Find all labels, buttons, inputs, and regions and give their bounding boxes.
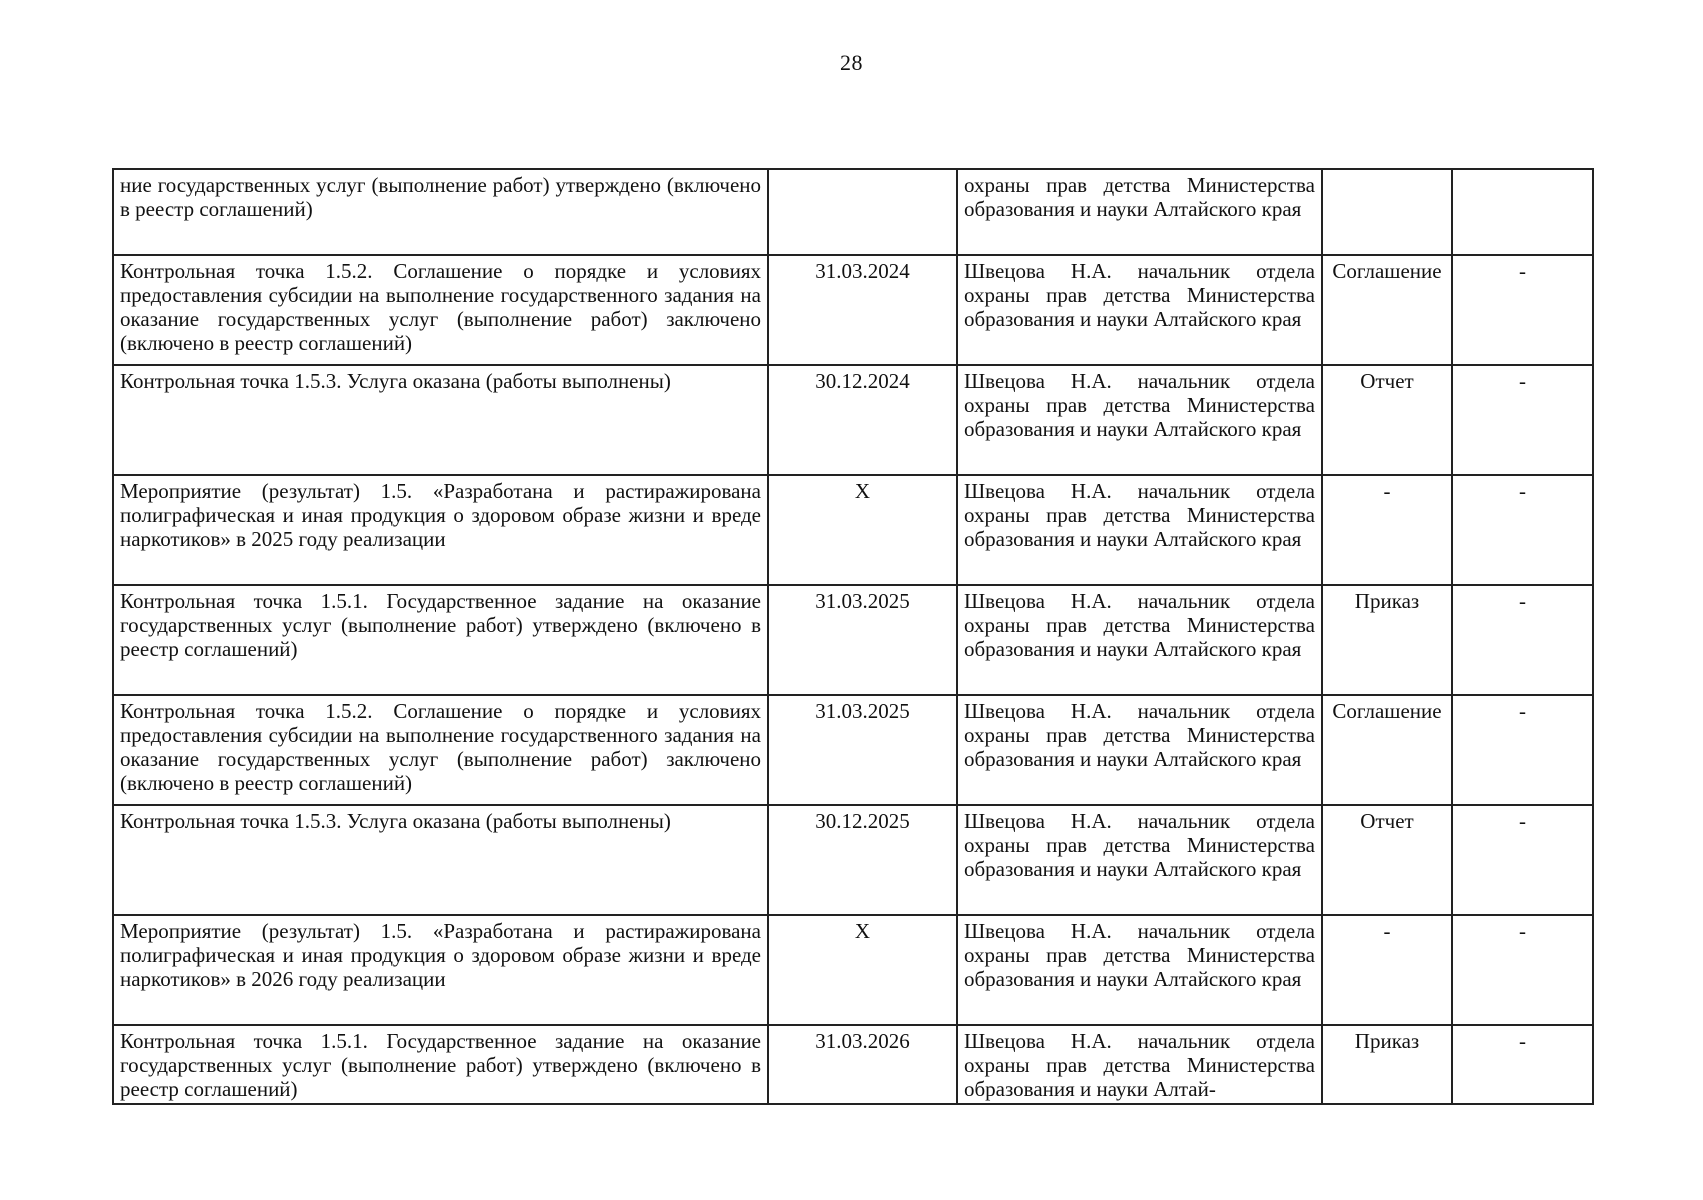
date-cell: 31.03.2025	[768, 695, 957, 805]
description-cell: Контрольная точка 1.5.1. Государственное задание на оказание государственных услуг (выполнение работ) утверждено (включено в реестр соглашений)	[113, 1025, 768, 1104]
description-cell: Контрольная точка 1.5.1. Государственное задание на оказание государственных услуг (выполнение работ) утверждено (включено в реестр соглашений)	[113, 585, 768, 695]
note-cell: -	[1452, 915, 1593, 1025]
table-row	[113, 1025, 1593, 1104]
table-row	[113, 475, 1593, 585]
responsible-cell: Швецова Н.А. начальник отдела охраны прав детства Министерства образования и науки Алтай-	[957, 1025, 1322, 1104]
description-cell: Контрольная точка 1.5.2. Соглашение о порядке и условиях предоставления субсидии на выполнение государственного задания на оказание государственных услуг (выполнение работ) заключено (включено в реестр соглашений)	[113, 695, 768, 805]
responsible-cell: Швецова Н.А. начальник отдела охраны прав детства Министерства образования и науки Алтайского края	[957, 695, 1322, 805]
description-cell: Контрольная точка 1.5.2. Соглашение о порядке и условиях предоставления субсидии на выполнение государственного задания на оказание государственных услуг (выполнение работ) заключено (включено в реестр соглашений)	[113, 255, 768, 365]
table-row	[113, 915, 1593, 1025]
note-cell: -	[1452, 805, 1593, 915]
date-cell: 30.12.2025	[768, 805, 957, 915]
description-cell: ние государственных услуг (выполнение работ) утверждено (включено в реестр соглашений)	[113, 169, 768, 255]
responsible-cell: Швецова Н.А. начальник отдела охраны прав детства Министерства образования и науки Алтайского края	[957, 915, 1322, 1025]
date-cell: 31.03.2025	[768, 585, 957, 695]
document-cell: Отчет	[1322, 365, 1452, 475]
note-cell: -	[1452, 475, 1593, 585]
note-cell: -	[1452, 585, 1593, 695]
responsible-cell: Швецова Н.А. начальник отдела охраны прав детства Министерства образования и науки Алтайского края	[957, 475, 1322, 585]
document-cell: -	[1322, 475, 1452, 585]
note-cell: -	[1452, 695, 1593, 805]
date-cell: 30.12.2024	[768, 365, 957, 475]
table-row	[113, 695, 1593, 805]
date-cell: X	[768, 915, 957, 1025]
document-cell: Приказ	[1322, 585, 1452, 695]
date-cell	[768, 169, 957, 255]
responsible-cell: Швецова Н.А. начальник отдела охраны прав детства Министерства образования и науки Алтайского края	[957, 805, 1322, 915]
note-cell: -	[1452, 365, 1593, 475]
date-cell: X	[768, 475, 957, 585]
table-row	[113, 585, 1593, 695]
responsible-cell: Швецова Н.А. начальник отдела охраны прав детства Министерства образования и науки Алтайского края	[957, 255, 1322, 365]
table-row	[113, 365, 1593, 475]
page-number: 28	[840, 50, 863, 75]
table-row	[113, 255, 1593, 365]
document-cell: Отчет	[1322, 805, 1452, 915]
note-cell	[1452, 169, 1593, 255]
responsible-cell: охраны прав детства Министерства образования и науки Алтайского края	[957, 169, 1322, 255]
document-cell: Приказ	[1322, 1025, 1452, 1104]
description-cell: Мероприятие (результат) 1.5. «Разработана и растиражирована полиграфическая и иная продукция о здоровом образе жизни и вреде наркотиков» в 2025 году реализации	[113, 475, 768, 585]
control-points-table	[112, 168, 1594, 1105]
table-row	[113, 169, 1593, 255]
note-cell: -	[1452, 1025, 1593, 1104]
description-cell: Контрольная точка 1.5.3. Услуга оказана (работы выполнены)	[113, 365, 768, 475]
date-cell: 31.03.2026	[768, 1025, 957, 1104]
responsible-cell: Швецова Н.А. начальник отдела охраны прав детства Министерства образования и науки Алтайского края	[957, 365, 1322, 475]
document-cell: -	[1322, 915, 1452, 1025]
date-cell: 31.03.2024	[768, 255, 957, 365]
description-cell: Мероприятие (результат) 1.5. «Разработана и растиражирована полиграфическая и иная продукция о здоровом образе жизни и вреде наркотиков» в 2026 году реализации	[113, 915, 768, 1025]
note-cell: -	[1452, 255, 1593, 365]
document-cell	[1322, 169, 1452, 255]
responsible-cell: Швецова Н.А. начальник отдела охраны прав детства Министерства образования и науки Алтайского края	[957, 585, 1322, 695]
description-cell: Контрольная точка 1.5.3. Услуга оказана (работы выполнены)	[113, 805, 768, 915]
document-cell: Соглашение	[1322, 695, 1452, 805]
table-row	[113, 805, 1593, 915]
document-cell: Соглашение	[1322, 255, 1452, 365]
